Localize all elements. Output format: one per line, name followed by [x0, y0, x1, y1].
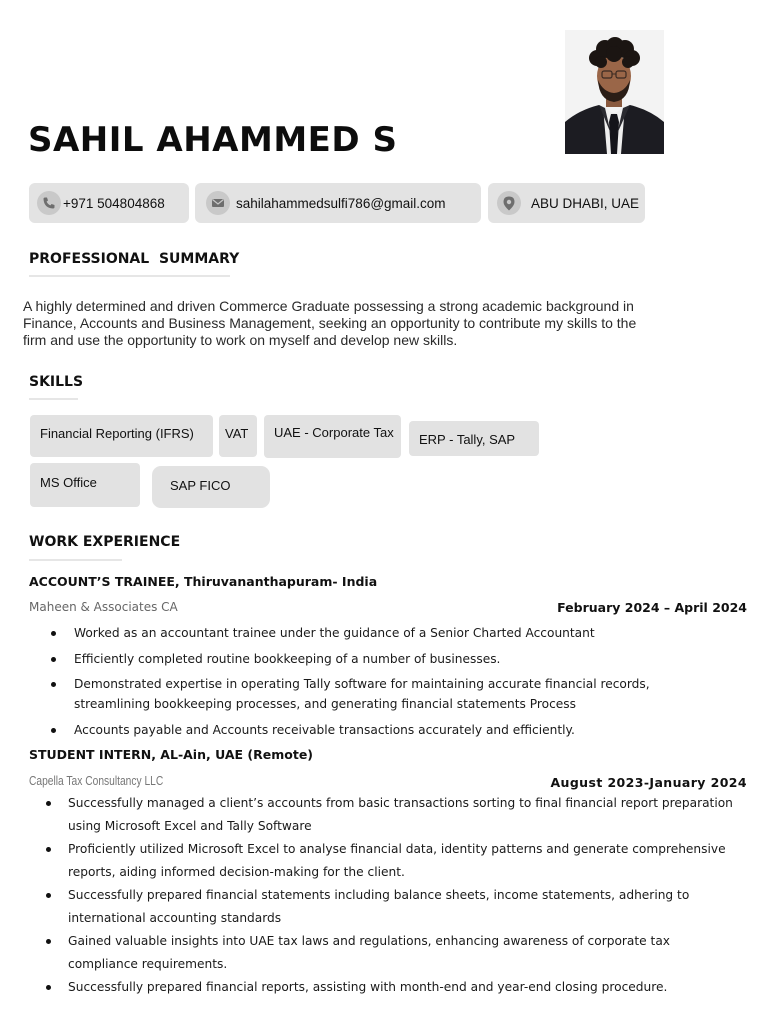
candidate-name: SAHIL AHAMMED S: [28, 120, 398, 160]
company-name: Maheen & Associates CA: [29, 600, 178, 614]
company-name: Capella Tax Consultancy LLC: [29, 774, 164, 788]
location-pin-icon: [497, 191, 521, 215]
mail-icon: [206, 191, 230, 215]
skill-tag: VAT: [219, 415, 257, 457]
email-contact[interactable]: [195, 183, 481, 223]
list-item: Demonstrated expertise in operating Tally software for maintaining accurate financial records, streamlining bookkeeping processes, and generating financial statements Process: [0, 674, 700, 714]
location-contact: [488, 183, 645, 223]
experience-divider: [29, 559, 122, 561]
skill-tag: Financial Reporting (IFRS): [30, 415, 213, 457]
skill-tag: ERP - Tally, SAP: [409, 421, 539, 456]
list-item: Proficiently utilized Microsoft Excel to analyse financial data, identity patterns and generate comprehensive reports, aiding informed decision-making for the client.: [0, 838, 740, 884]
list-item: Accounts payable and Accounts receivable transactions accurately and efficiently.: [0, 720, 700, 740]
job-bullets: [0, 792, 740, 999]
list-item: Worked as an accountant trainee under the guidance of a Senior Charted Accountant: [0, 623, 700, 643]
skill-tag: UAE - Corporate Tax: [264, 415, 401, 458]
list-item: Successfully managed a client’s accounts from basic transactions sorting to final financial report preparation using Microsoft Excel and Tally Software: [0, 792, 740, 838]
skill-tag: MS Office: [30, 463, 140, 507]
summary-heading: PROFESSIONAL SUMMARY: [29, 251, 240, 267]
job-dates: August 2023-January 2024: [550, 775, 747, 790]
email-address: sahilahammedsulfi786@gmail.com: [236, 195, 446, 211]
summary-divider: [29, 275, 230, 277]
list-item: Efficiently completed routine bookkeeping of a number of businesses.: [0, 649, 700, 669]
profile-photo-illustration: [565, 30, 664, 154]
job-title: STUDENT INTERN, AL-Ain, UAE (Remote): [29, 747, 314, 762]
list-item: Gained valuable insights into UAE tax laws and regulations, enhancing awareness of corporate tax compliance requirements.: [0, 930, 740, 976]
location-text: ABU DHABI, UAE: [531, 195, 640, 211]
profile-photo: [565, 30, 664, 154]
phone-icon: [37, 191, 61, 215]
skill-tag: SAP FICO: [152, 466, 270, 508]
phone-number: +971 504804868: [63, 195, 165, 211]
summary-text: A highly determined and driven Commerce Graduate possessing a strong academic background in Finance, Accounts and Business Management, seeking an opportunity to contribute my skills to the firm and use the opportunity to work on myself and develop new skills.: [23, 298, 637, 348]
list-item: Successfully prepared financial statements including balance sheets, income statements, adhering to international accounting standards: [0, 884, 740, 930]
list-item: Successfully prepared financial reports, assisting with month-end and year-end closing procedure.: [0, 976, 740, 999]
phone-contact[interactable]: [29, 183, 189, 223]
skills-divider: [29, 398, 78, 400]
experience-heading: WORK EXPERIENCE: [29, 534, 181, 550]
job-dates: February 2024 – April 2024: [557, 600, 747, 615]
skills-heading: SKILLS: [29, 374, 84, 390]
job-bullets: [0, 623, 700, 745]
job-title: ACCOUNT’S TRAINEE, Thiruvananthapuram- India: [29, 574, 378, 589]
